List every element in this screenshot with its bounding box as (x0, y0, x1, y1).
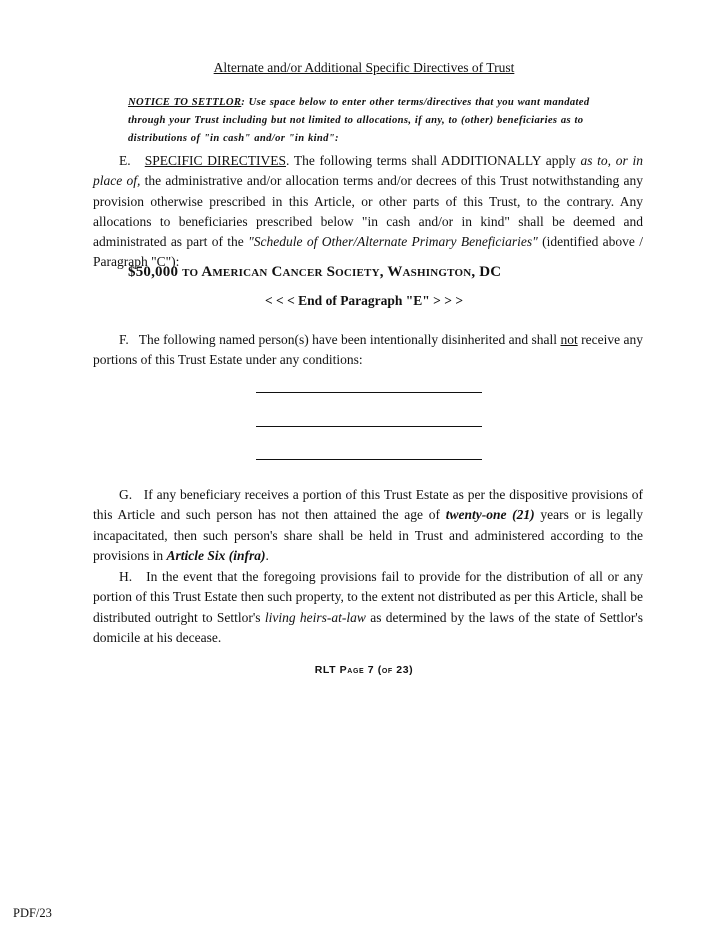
section-e-paragraph (93, 151, 643, 273)
footer-label: PDF/23 (13, 906, 52, 920)
section-h-paragraph (93, 567, 643, 648)
disinherited-name-line-3[interactable] (256, 459, 482, 460)
notice-to-settlor (128, 94, 620, 149)
section-h-letter: H. (119, 569, 133, 584)
title-text: Alternate and/or Additional Specific Directives of Trust (213, 60, 515, 75)
specific-gift: $50,000 to American Cancer Society, Washington, DC (128, 264, 502, 280)
section-f-text-1: The following named person(s) have been intentionally disinherited and shall (138, 332, 561, 347)
section-f-paragraph (93, 330, 643, 371)
section-g-text-1: If any beneficiary receives a portion of this Trust Estate as per the dispositive provisions of this Article and such person has not then attained the age of (93, 487, 643, 523)
section-e-text-1: . The following terms shall ADDITIONALLY apply (286, 153, 581, 168)
section-f-underlined: not (560, 332, 578, 347)
section-g-paragraph (93, 485, 643, 566)
end-of-paragraph-marker: < < < End of Paragraph "E" > > > (264, 293, 464, 308)
section-e-italic-2: "Schedule of Other/Alternate Primary Beneficiaries" (248, 234, 538, 250)
section-e-letter: E. (119, 153, 131, 168)
section-e-text-2: the administrative and/or allocation terms and/or decrees of this Trust notwithstanding any provision otherwise prescribed in this Article, or other parts of this Trust, to the contrary. Any allocations to beneficiaries prescribed below "in cash and/or in kind" shall be deemed and administrated as part of the (93, 173, 643, 250)
section-h-text-1: In the event that the foregoing provisions fail to provide for the distribution of all or any portion of this Trust Estate then such property, to the extent not distributed as per this Article, shall be distributed outright to Settlor's (93, 569, 644, 625)
section-g-letter: G. (119, 487, 133, 502)
disinherited-name-line-1[interactable] (256, 392, 482, 393)
section-f-letter: F. (119, 332, 129, 347)
section-h-italic: living heirs-at-law (264, 609, 366, 625)
page-title (0, 60, 728, 76)
section-g-article: Article Six (infra) (166, 547, 266, 563)
section-g-text-2: years or is legally incapacitated, then such person's share shall be held in Trust and administered according to the provisions in (93, 507, 643, 563)
section-e-text-3: (identified above / Paragraph "C"): (93, 234, 643, 270)
section-g-text-3: . (265, 547, 269, 563)
page-number: RLT Page 7 (of 23) (314, 664, 414, 676)
notice-label: NOTICE TO SETTLOR (128, 97, 242, 108)
disinherited-name-line-2[interactable] (256, 426, 482, 427)
section-f-text-2: receive any portions of this Trust Estate under any conditions: (93, 332, 643, 368)
section-h-text-2: as determined by the laws of the state of Settlor's domicile at his decease. (93, 609, 643, 645)
section-e-heading: SPECIFIC DIRECTIVES (144, 153, 286, 168)
section-g-age: twenty-one (21) (445, 507, 535, 523)
section-e-italic-1: as to, or in place of, (93, 153, 643, 189)
notice-text: : Use space below to enter other terms/directives that you want mandated through your Trust including but not limited to allocations, if any, to (other) beneficiaries as to distributions of "in cash" and/or "in kind": (128, 97, 590, 145)
